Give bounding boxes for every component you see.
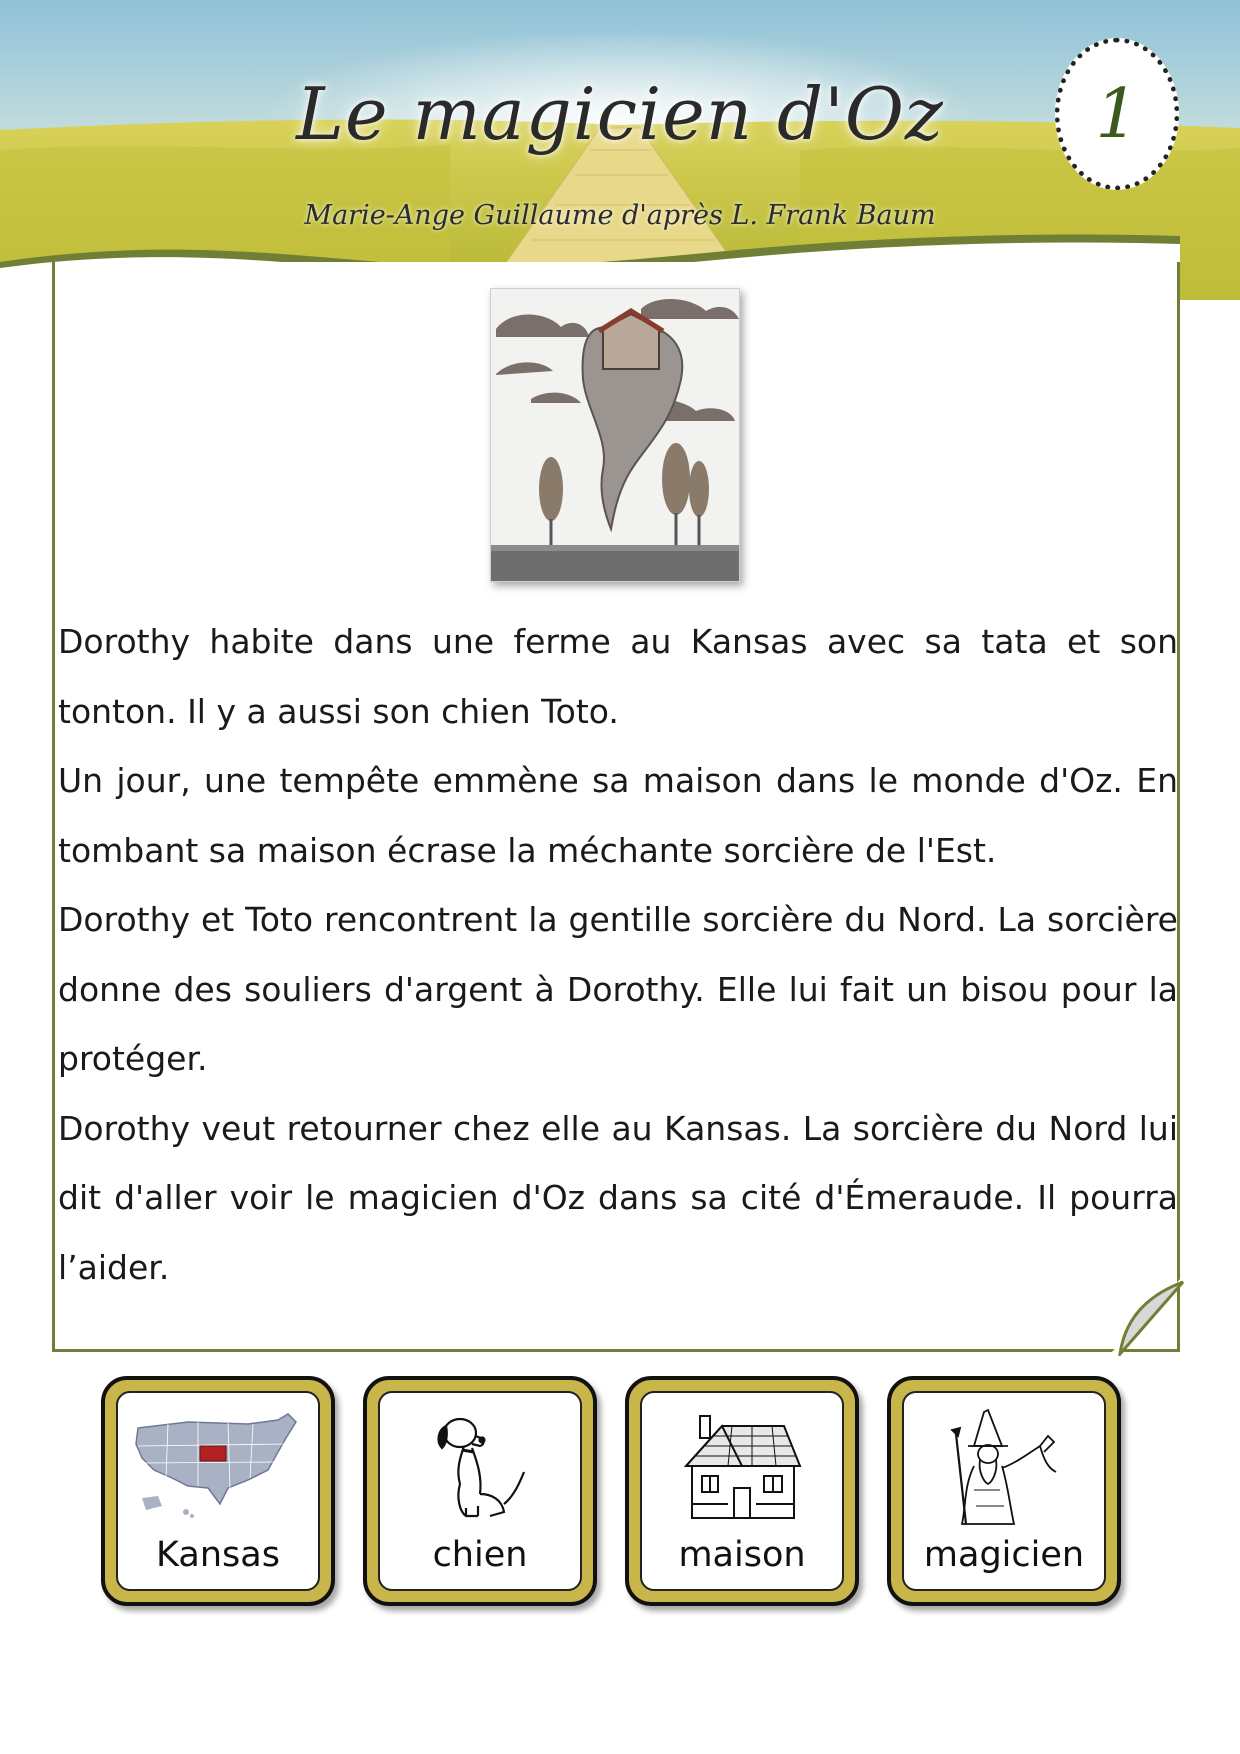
vocab-label: chien xyxy=(432,1535,528,1575)
vocab-card-kansas xyxy=(101,1376,335,1606)
page-title: Le magicien d'Oz xyxy=(296,72,944,156)
author-credit: Marie-Ange Guillaume d'après L. Frank Baum xyxy=(304,200,936,231)
chapter-number: 1 xyxy=(1095,74,1139,154)
vocab-label: maison xyxy=(678,1535,806,1575)
house-icon xyxy=(652,1405,832,1531)
vocab-card-maison xyxy=(625,1376,859,1606)
vocab-label: Kansas xyxy=(156,1535,280,1575)
story-paragraph: Dorothy habite dans une ferme au Kansas avec sa tata et son tonton. Il y a aussi son chien Toto. xyxy=(58,622,1178,731)
vocab-label: magicien xyxy=(923,1535,1085,1575)
story-paragraph: Dorothy veut retourner chez elle au Kansas. La sorcière du Nord lui dit d'aller voir le magicien d'Oz dans sa cité d'Émeraude. Il pourra l’aider. xyxy=(58,1108,1178,1287)
vocab-card-magicien xyxy=(887,1376,1121,1606)
chapter-number-badge xyxy=(1055,38,1179,190)
story-paragraph: Dorothy et Toto rencontrent la gentille sorcière du Nord. La sorcière donne des souliers d'argent à Dorothy. Elle lui fait un bisou pour la protéger. xyxy=(58,900,1178,1078)
story-paragraph: Un jour, une tempête emmène sa maison dans le monde d'Oz. En tombant sa maison écrase la méchante sorcière de l'Est. xyxy=(58,761,1178,870)
dog-icon xyxy=(390,1405,570,1531)
story-text xyxy=(58,607,1178,1302)
vocab-card-chien xyxy=(363,1376,597,1606)
wizard-icon xyxy=(914,1405,1094,1531)
usa-map-icon xyxy=(128,1405,308,1531)
tornado-illustration xyxy=(490,288,740,582)
